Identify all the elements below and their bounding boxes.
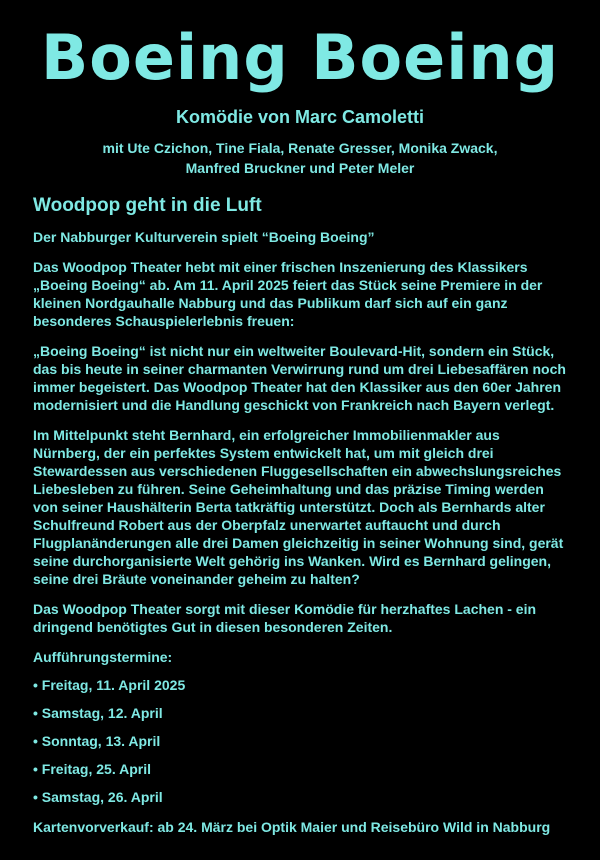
article-paragraph-2: „Boeing Boeing“ ist nicht nur ein weltweiter Boulevard-Hit, sondern ein Stück, das bis heute in seiner charmanten Verwirrung rund um drei Liebesaffären noch immer begeistert. Das Woodpop Theater hat den Klassiker aus den 60er Jahren modernisiert und die Handlung geschickt von Frankreich nach Bayern verlegt.: [33, 343, 566, 413]
date-item: • Freitag, 25. April: [33, 761, 151, 777]
dates-label: Aufführungstermine:: [33, 649, 173, 665]
article-paragraph-1: Das Woodpop Theater hebt mit einer frischen Inszenierung des Klassikers „Boeing Boeing“ ab. Am 11. April 2025 feiert das Stück seine Premiere in der kleinen Nordgauhalle Nabburg und das Publikum darf sich auf ein ganz besonderes Schauspielerlebnis freuen:: [33, 259, 543, 329]
article-lead: Der Nabburger Kulturverein spielt “Boeing Boeing”: [33, 229, 375, 245]
article-paragraph-4: Das Woodpop Theater sorgt mit dieser Komödie für herzhaftes Lachen - ein dringend benötigtes Gut in diesen besonderen Zeiten.: [33, 601, 537, 635]
dates-list: [33, 676, 567, 806]
cast-list: [33, 138, 567, 178]
ticket-info: Kartenvorverkauf: ab 24. März bei Optik Maier und Reisebüro Wild in Nabburg: [33, 819, 551, 835]
play-subtitle: Komödie von Marc Camoletti: [175, 107, 425, 127]
date-item: • Freitag, 11. April 2025: [33, 677, 186, 693]
cast-line-2: Manfred Bruckner und Peter Meler: [185, 160, 415, 176]
date-item: • Samstag, 12. April: [33, 705, 163, 721]
play-title: Boeing Boeing: [41, 21, 559, 94]
article-paragraph-3: Im Mittelpunkt steht Bernhard, ein erfolgreicher Immobilienmakler aus Nürnberg, der ein perfektes System entwickelt hat, um mit gleich drei Stewardessen aus verschiedenen Fluggesellschaften ein abwechslungsreiches Liebesleben zu führen. Seine Geheimhaltung und das präzise Timing werden von seiner Haushälterin Berta tatkräftig unterstützt. Doch als Bernhards alter Schulfreund Robert aus der Oberpfalz unerwartet auftaucht und durch Flugplanänderungen alle drei Damen gleichzeitig in seiner Wohnung sind, gerät seine durchorganisierte Welt gehörig ins Wanken. Wird es Bernhard gelingen, seine drei Bräute voneinander geheim zu halten?: [33, 427, 564, 587]
date-item: • Samstag, 26. April: [33, 789, 163, 805]
cast-line-1: mit Ute Czichon, Tine Fiala, Renate Gresser, Monika Zwack,: [102, 140, 498, 156]
date-item: • Sonntag, 13. April: [33, 733, 161, 749]
article-heading: Woodpop geht in die Luft: [33, 195, 262, 216]
